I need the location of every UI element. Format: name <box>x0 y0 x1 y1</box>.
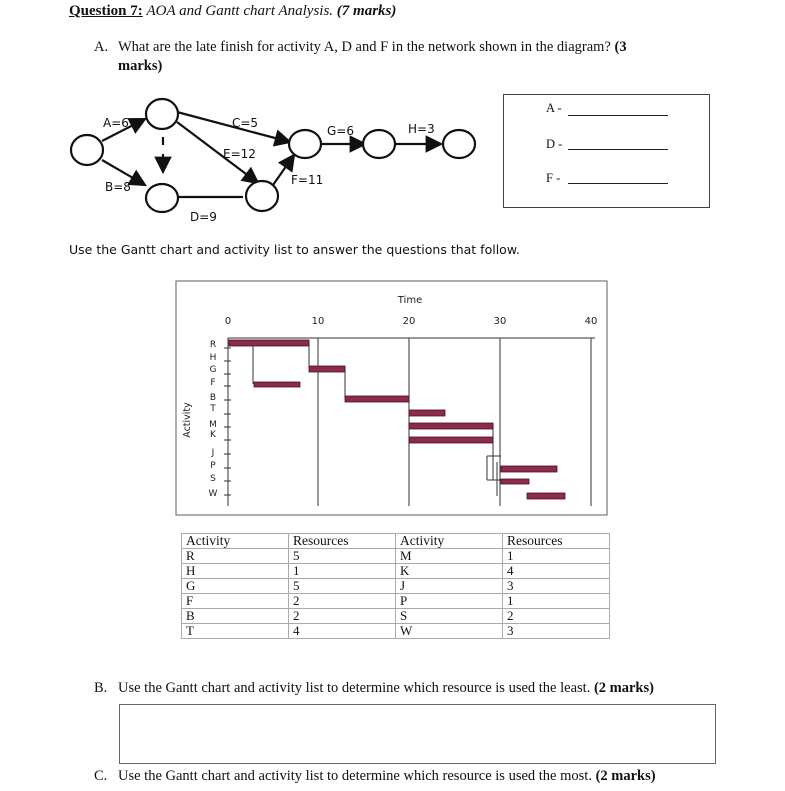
part-a-question: What are the late finish for activity A, D and F in the network shown in the diagram? <box>118 39 611 55</box>
table-row <box>182 564 610 579</box>
cell: M <box>396 549 503 564</box>
header-activity-1: Activity <box>182 534 289 549</box>
label-e: E=12 <box>223 147 256 161</box>
question-number: Question 7: <box>69 3 143 19</box>
cell: 1 <box>289 564 396 579</box>
aoa-network-diagram <box>65 92 495 232</box>
part-c-line <box>118 768 656 785</box>
cell: R <box>182 549 289 564</box>
cell: W <box>396 624 503 639</box>
node-4 <box>246 181 278 211</box>
x-tick-10: 10 <box>311 316 325 327</box>
cell: J <box>396 579 503 594</box>
node-3 <box>146 184 178 212</box>
part-b-marks: (2 marks) <box>593 680 654 696</box>
part-a-letter: A. <box>94 39 109 55</box>
act-k: K <box>210 430 216 440</box>
act-w: W <box>208 489 218 499</box>
cell: 5 <box>289 549 396 564</box>
gantt-title: Time <box>397 295 423 306</box>
cell: S <box>396 609 503 624</box>
cell: H <box>182 564 289 579</box>
cell: 2 <box>289 594 396 609</box>
cell: 3 <box>503 624 610 639</box>
answer-line-f[interactable] <box>568 183 668 184</box>
cell: 4 <box>289 624 396 639</box>
x-tick-20: 20 <box>402 316 416 327</box>
part-a-answer-box <box>503 94 710 208</box>
node-7 <box>443 130 475 158</box>
gantt-chart <box>175 280 609 518</box>
header-activity-2: Activity <box>396 534 503 549</box>
bar-w <box>527 493 565 499</box>
part-b-letter: B. <box>94 680 108 696</box>
act-m: M <box>209 420 217 430</box>
cell: 5 <box>289 579 396 594</box>
part-a-marks-open: (3 <box>614 39 627 55</box>
bar-r <box>229 340 309 346</box>
act-p: P <box>210 461 216 471</box>
answer-label-f: F - <box>546 171 561 185</box>
act-s: S <box>210 474 216 484</box>
instruction-text: Use the Gantt chart and activity list to answer the questions that follow. <box>69 242 520 257</box>
cell: 2 <box>503 609 610 624</box>
label-b: B=8 <box>105 180 131 194</box>
bar-k <box>409 423 493 429</box>
answer-label-a: A - <box>546 101 562 115</box>
node-1 <box>71 135 103 165</box>
table-row <box>182 624 610 639</box>
label-d: D=9 <box>190 210 217 224</box>
question-title <box>69 3 396 20</box>
bar-h <box>309 366 345 372</box>
part-a-marks-close: marks) <box>118 58 163 74</box>
node-5 <box>289 130 321 158</box>
table-row <box>182 579 610 594</box>
y-axis-label: Activity <box>182 402 193 438</box>
activity-resources-table <box>181 533 610 639</box>
x-tick-40: 40 <box>584 316 598 327</box>
cell: T <box>182 624 289 639</box>
act-t: T <box>210 404 216 414</box>
table-row <box>182 594 610 609</box>
cell: 4 <box>503 564 610 579</box>
node-6 <box>363 130 395 158</box>
bar-p <box>501 479 529 484</box>
x-tick-30: 30 <box>493 316 507 327</box>
label-f: F=11 <box>291 173 324 187</box>
answer-line-d[interactable] <box>568 149 668 150</box>
label-c: C=5 <box>232 116 259 130</box>
label-a: A=6 <box>103 116 129 130</box>
part-c-letter: C. <box>94 768 108 784</box>
table-row <box>182 549 610 564</box>
bar-m <box>409 410 445 416</box>
cell: F <box>182 594 289 609</box>
cell: 2 <box>289 609 396 624</box>
part-c-question: Use the Gantt chart and activity list to determine which resource is used the most. <box>118 768 592 784</box>
label-h: H=3 <box>408 122 435 136</box>
cell: 3 <box>503 579 610 594</box>
part-b-answer-box[interactable] <box>119 704 716 764</box>
question-marks: (7 marks) <box>336 3 397 19</box>
x-tick-0: 0 <box>224 316 232 327</box>
table-row <box>182 609 610 624</box>
answer-line-a[interactable] <box>568 115 668 116</box>
bar-b <box>345 396 409 402</box>
act-g: G <box>209 365 217 375</box>
cell: G <box>182 579 289 594</box>
cell: 1 <box>503 549 610 564</box>
part-b-question: Use the Gantt chart and activity list to determine which resource is used the least. <box>118 680 591 696</box>
question-title-text: AOA and Gantt chart Analysis. <box>146 3 334 19</box>
act-j: J <box>211 448 215 458</box>
header-resources-1: Resources <box>289 534 396 549</box>
label-g: G=6 <box>327 124 354 138</box>
cell: B <box>182 609 289 624</box>
table-header-row <box>182 534 610 549</box>
part-c-marks: (2 marks) <box>595 768 656 784</box>
bar-t <box>409 437 493 443</box>
cell: P <box>396 594 503 609</box>
act-h: H <box>209 353 217 363</box>
bar-f <box>254 382 300 387</box>
act-r: R <box>209 340 217 350</box>
cell: K <box>396 564 503 579</box>
bar-s <box>501 466 557 472</box>
cell: 1 <box>503 594 610 609</box>
part-a-text-line1 <box>118 39 627 56</box>
node-2 <box>146 99 178 129</box>
answer-label-d: D - <box>546 137 563 151</box>
act-b: B <box>209 393 217 403</box>
part-b-line <box>118 680 654 697</box>
act-f: F <box>210 378 216 388</box>
header-resources-2: Resources <box>503 534 610 549</box>
